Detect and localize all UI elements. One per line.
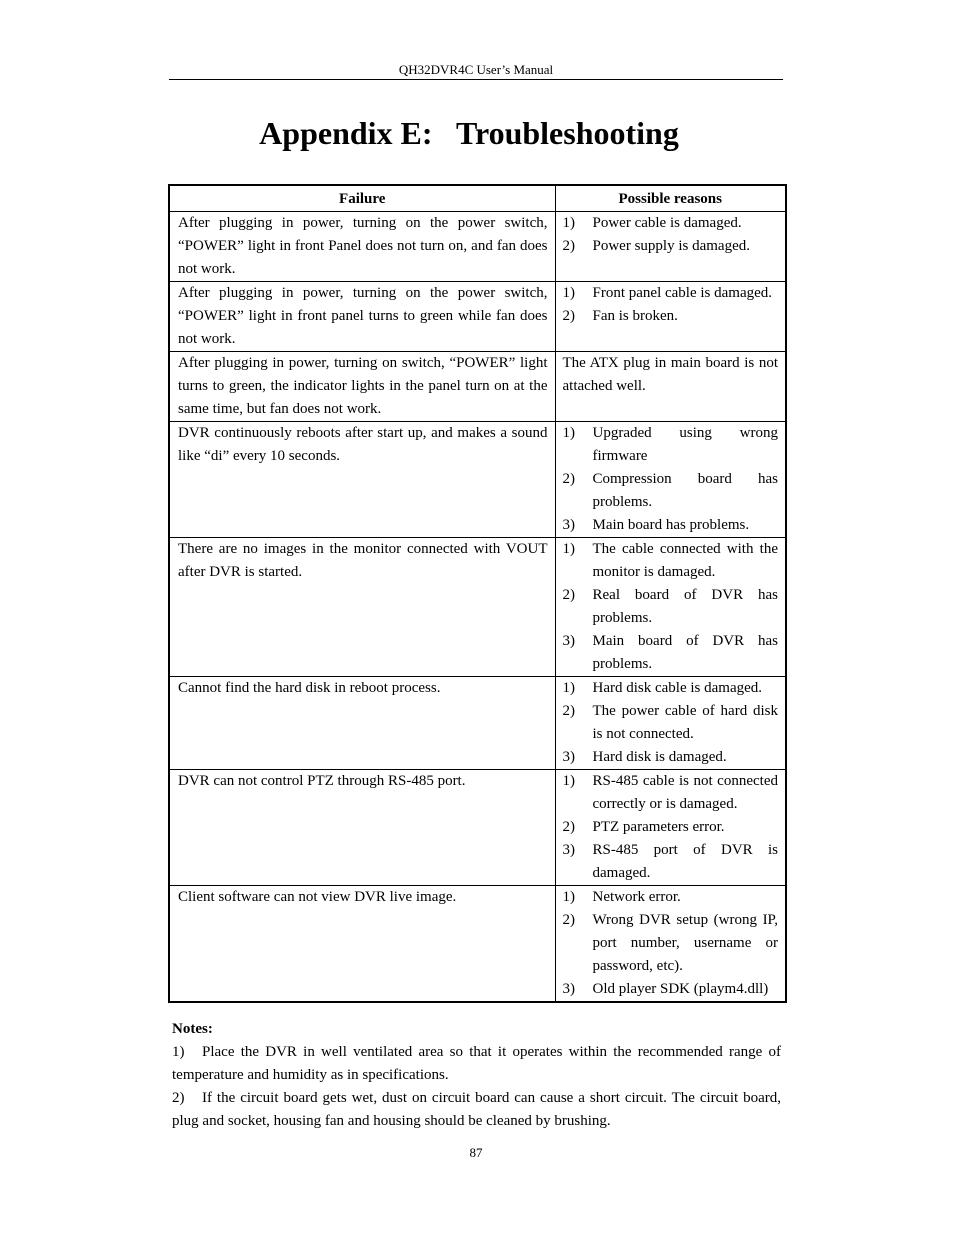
page-title: Appendix E: Troubleshooting — [259, 115, 679, 151]
reason-number: 3) — [562, 633, 575, 649]
reason-text: Wrong DVR setup (wrong IP, port number, username or password, etc). — [592, 912, 778, 974]
reason-text: Hard disk is damaged. — [592, 749, 727, 765]
reason-number: 3) — [562, 517, 575, 533]
reason-number: 1) — [562, 425, 575, 441]
reason-item — [563, 422, 779, 468]
reason-item — [563, 700, 779, 746]
reasons-cell — [555, 282, 786, 352]
failure-cell: There are no images in the monitor connected with VOUT after DVR is started. — [169, 538, 555, 677]
reason-item — [563, 538, 779, 584]
reason-text: Old player SDK (playm4.dll) — [592, 981, 769, 997]
reason-item — [563, 886, 779, 909]
reason-number: 1) — [562, 541, 575, 557]
reason-number: 2) — [562, 587, 575, 603]
reason-item — [563, 909, 779, 978]
reason-number: 1) — [562, 889, 575, 905]
reason-text: The power cable of hard disk is not connected. — [592, 703, 778, 742]
table-row — [169, 212, 786, 282]
reason-text: Network error. — [592, 889, 681, 905]
reason-text: Main board of DVR has problems. — [592, 633, 778, 672]
note-text: If the circuit board gets wet, dust on circuit board can cause a short circuit. The circuit board, plug and socket, housing fan and housing should be cleaned by brushing. — [172, 1090, 781, 1129]
failure-cell: After plugging in power, turning on switch, “POWER” light turns to green, the indicator lights in the panel turn on at the same time, but fan does not work. — [169, 352, 555, 422]
reason-item — [563, 978, 779, 1001]
reason-item — [563, 630, 779, 676]
failure-cell: DVR can not control PTZ through RS-485 port. — [169, 770, 555, 886]
reason-item — [563, 282, 779, 305]
failure-cell: After plugging in power, turning on the power switch, “POWER” light in front Panel does not turn on, and fan does not work. — [169, 212, 555, 282]
reason-number: 2) — [562, 238, 575, 254]
failure-cell: DVR continuously reboots after start up, and makes a sound like “di” every 10 seconds. — [169, 422, 555, 538]
failure-cell: Cannot find the hard disk in reboot process. — [169, 677, 555, 770]
reasons-cell — [555, 352, 786, 422]
reason-text: PTZ parameters error. — [592, 819, 725, 835]
reason-text: The ATX plug in main board is not attached well. — [562, 355, 778, 394]
column-header-failure: Failure — [169, 185, 555, 212]
reason-item — [563, 746, 779, 769]
reason-number: 3) — [562, 842, 575, 858]
reason-text: RS-485 cable is not connected correctly or is damaged. — [592, 773, 778, 812]
reason-number: 2) — [562, 912, 575, 928]
notes-section — [172, 1018, 781, 1133]
reason-item — [563, 839, 779, 885]
notes-heading: Notes: — [172, 1021, 213, 1037]
reason-item — [563, 514, 779, 537]
reason-number: 1) — [562, 773, 575, 789]
reason-number: 1) — [562, 285, 575, 301]
note-item — [172, 1087, 781, 1133]
reason-number: 2) — [562, 308, 575, 324]
reason-item — [563, 770, 779, 816]
reason-text: Front panel cable is damaged. — [592, 285, 773, 301]
reason-text: RS-485 port of DVR is damaged. — [592, 842, 778, 881]
reason-text: Power supply is damaged. — [592, 238, 750, 254]
reason-text: Upgraded using wrong firmware — [592, 425, 778, 464]
reason-number: 3) — [562, 749, 575, 765]
note-number: 1) — [172, 1044, 185, 1060]
reason-text: Power cable is damaged. — [592, 215, 742, 231]
reason-number: 2) — [562, 819, 575, 835]
note-text: Place the DVR in well ventilated area so that it operates within the recommended range of temperature and humidity as in specifications. — [172, 1044, 781, 1083]
reason-number: 1) — [562, 215, 575, 231]
column-header-possible-reasons: Possible reasons — [555, 185, 786, 212]
reason-item — [563, 677, 779, 700]
reason-text: Hard disk cable is damaged. — [592, 680, 763, 696]
table-row — [169, 422, 786, 538]
reason-text: Real board of DVR has problems. — [592, 587, 778, 626]
reason-item — [563, 305, 779, 328]
reasons-cell — [555, 422, 786, 538]
reason-item — [563, 212, 779, 235]
reason-number: 1) — [562, 680, 575, 696]
failure-cell: Client software can not view DVR live image. — [169, 886, 555, 1003]
failure-cell: After plugging in power, turning on the power switch, “POWER” light in front panel turns to green while fan does not work. — [169, 282, 555, 352]
table-row — [169, 352, 786, 422]
reason-item — [563, 584, 779, 630]
table-row — [169, 770, 786, 886]
table-header-row — [169, 185, 786, 212]
reasons-cell — [555, 677, 786, 770]
reason-item — [563, 235, 779, 258]
reasons-cell — [555, 886, 786, 1003]
reasons-cell — [555, 538, 786, 677]
reason-number: 2) — [562, 471, 575, 487]
reasons-cell — [555, 212, 786, 282]
table-row — [169, 282, 786, 352]
note-item — [172, 1041, 781, 1087]
reason-number: 2) — [562, 703, 575, 719]
reason-text: Main board has problems. — [592, 517, 750, 533]
table-row — [169, 886, 786, 1003]
troubleshooting-table — [168, 184, 787, 1003]
reason-text: Fan is broken. — [592, 308, 678, 324]
reason-text: The cable connected with the monitor is damaged. — [592, 541, 778, 580]
reasons-cell — [555, 770, 786, 886]
reason-item — [563, 468, 779, 514]
reason-item — [563, 816, 779, 839]
page-number: 87 — [469, 1145, 483, 1160]
note-number: 2) — [172, 1090, 185, 1106]
reason-number: 3) — [562, 981, 575, 997]
reason-text: Compression board has problems. — [592, 471, 778, 510]
table-row — [169, 677, 786, 770]
running-header: QH32DVR4C User’s Manual — [169, 62, 783, 80]
table-row — [169, 538, 786, 677]
